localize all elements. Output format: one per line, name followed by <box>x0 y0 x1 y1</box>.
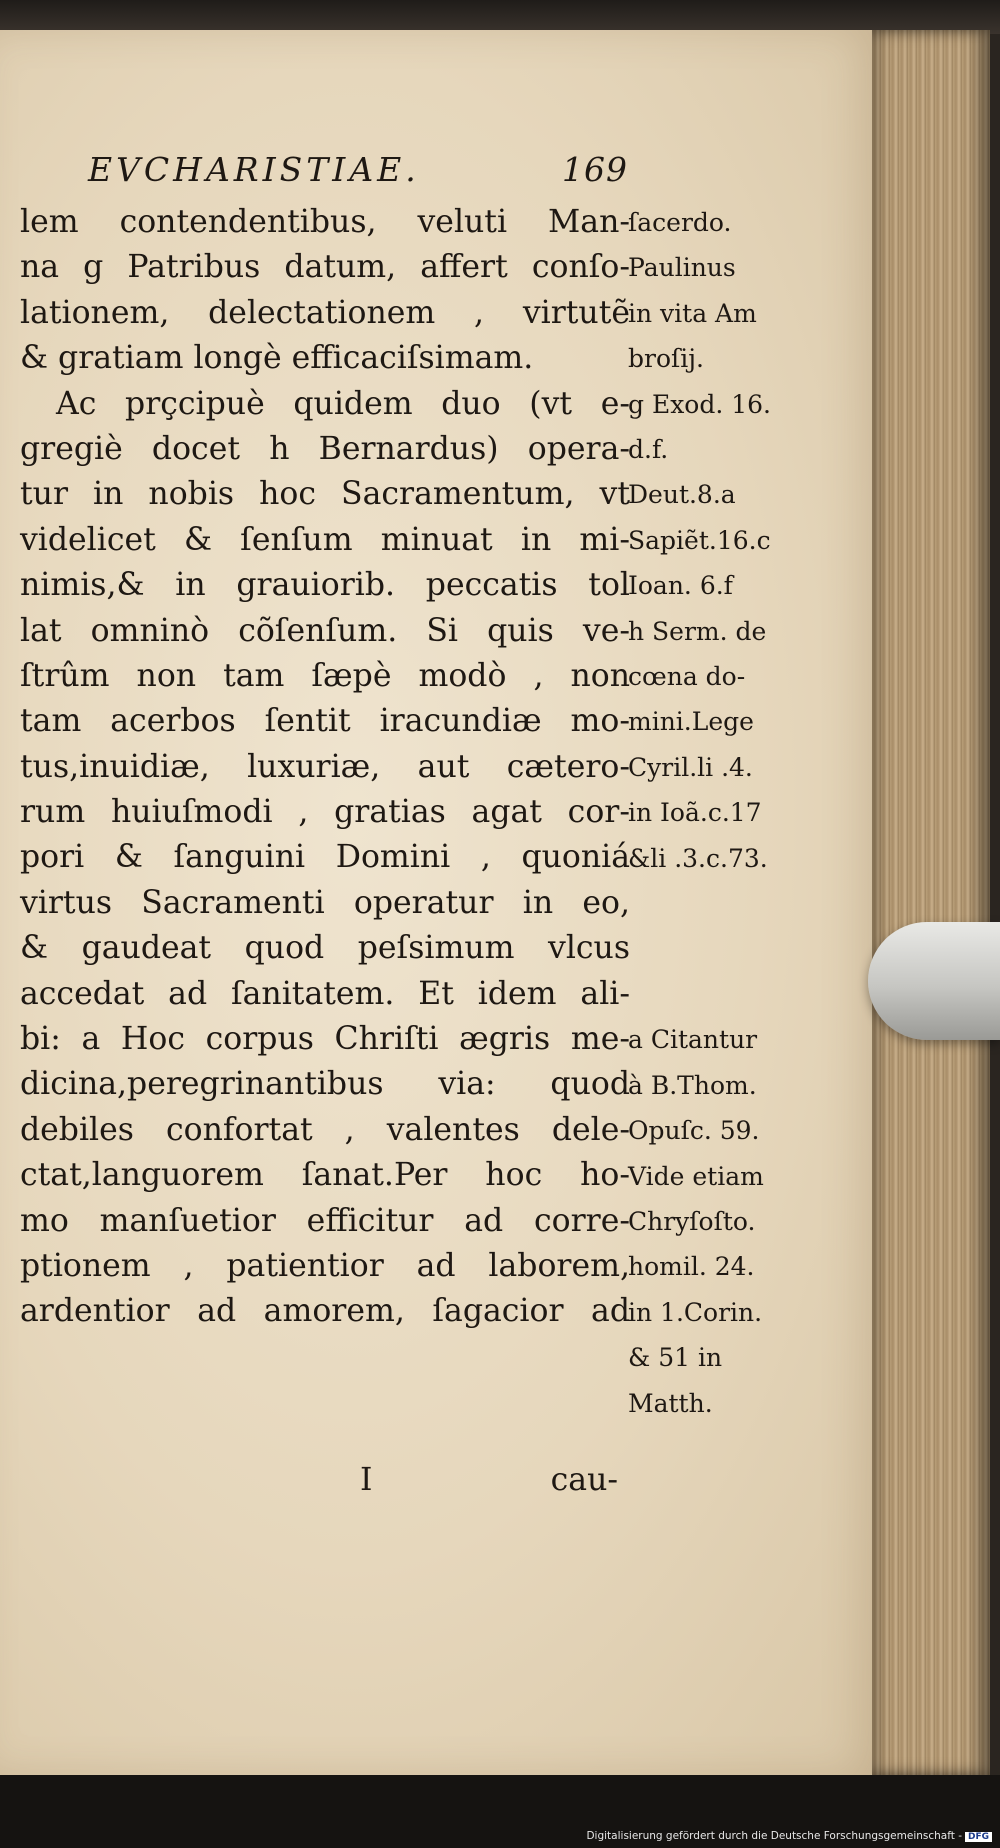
margin-note-line: Opuſc. 59. <box>628 1116 760 1146</box>
text-line: & gratiam longè efficaciſsimam. <box>20 340 534 377</box>
scan-top-border <box>0 0 1000 34</box>
page-clip <box>868 922 1000 1040</box>
margin-note-line: Sapiẽt.16.c <box>628 525 771 555</box>
main-text-block <box>20 200 630 1335</box>
credit-text: Digitalisierung gefördert durch die Deutsche Forschungsgemeinschaft - <box>586 1830 962 1842</box>
text-line: pori & ſanguini Domini , quoniá <box>20 839 630 876</box>
margin-note-line: in vita Am <box>628 298 757 328</box>
digitization-credit <box>586 1830 992 1842</box>
text-line: debiles confortat , valentes dele- <box>20 1111 630 1148</box>
margin-note-line: broſij. <box>628 344 704 374</box>
running-title: EVCHARISTIAE. <box>88 150 420 189</box>
margin-note-line: h Serm. de <box>628 616 767 646</box>
margin-note-line: a Citantur <box>628 1025 758 1055</box>
margin-note-line: Ioan. 6.f <box>628 571 733 601</box>
text-line: videlicet & ſenſum minuat in mi- <box>20 521 630 558</box>
text-line: tur in nobis hoc Sacramentum, vt <box>20 476 630 513</box>
text-line: lat omninò cõſenſum. Si quis ve- <box>20 612 630 649</box>
page-footer <box>20 1462 630 1508</box>
text-line: gregiè docet h Bernardus) opera- <box>20 430 630 467</box>
margin-note-line: mini.Lege <box>628 707 754 737</box>
text-line: tus,inuidiæ, luxuriæ, aut cætero- <box>20 748 630 785</box>
page-edges <box>872 30 990 1775</box>
text-line: mo manſuetior efficitur ad corre- <box>20 1202 630 1239</box>
margin-note-line <box>628 927 806 972</box>
text-line: virtus Sacramenti operatur in eo, <box>20 884 630 921</box>
margin-note-line: in 1.Corin. <box>628 1297 763 1327</box>
text-line: ctat,languorem ſanat.Per hoc ho- <box>20 1157 630 1194</box>
margin-note-line: à B.Thom. <box>628 1070 757 1100</box>
margin-note-line: Cyril.li .4. <box>628 752 753 782</box>
text-line: nimis,& in grauiorib. peccatis tol <box>20 567 630 604</box>
margin-note-line: cœna do- <box>628 662 746 692</box>
margin-note-line: in Ioã.c.17 <box>628 798 762 828</box>
text-line: ardentior ad amorem, ſagacior ad <box>20 1293 630 1330</box>
margin-note-line <box>628 972 806 1017</box>
text-line: tam acerbos ſentit iracundiæ mo- <box>20 703 630 740</box>
page-number: 169 <box>562 150 628 189</box>
margin-note-line: Vide etiam <box>628 1161 764 1191</box>
margin-note-line: & 51 in <box>628 1343 723 1373</box>
dfg-logo: DFG <box>965 1832 992 1842</box>
margin-note-line: g Exod. 16. <box>628 389 772 419</box>
margin-note-line: ſacerdo. <box>628 208 732 237</box>
margin-note-line: Paulinus <box>628 253 736 283</box>
margin-note-line: Deut.8.a <box>628 480 736 510</box>
running-header <box>88 150 628 200</box>
text-line: na g Patribus datum, affert conſo- <box>20 249 630 286</box>
margin-note-line: homil. 24. <box>628 1252 755 1282</box>
margin-note-line: Matth. <box>628 1388 713 1418</box>
signature-mark: I <box>360 1462 373 1498</box>
text-line: & gaudeat quod peſsimum vlcus <box>20 930 630 967</box>
text-line: ptionem , patientior ad laborem, <box>20 1247 630 1284</box>
marginal-notes <box>628 200 806 1426</box>
text-line: bi: a Hoc corpus Chriſti ægris me- <box>20 1021 630 1058</box>
text-line: rum huiuſmodi , gratias agat cor- <box>20 794 630 831</box>
text-line: lationem, delectationem , virtutẽ <box>20 294 630 331</box>
scan-bottom-border <box>0 1775 1000 1848</box>
catchword: cau- <box>550 1462 618 1498</box>
margin-note-line: d.f. <box>628 435 669 465</box>
text-line: ſtrûm non tam ſæpè modò , non <box>20 657 630 694</box>
margin-note-line <box>628 881 806 926</box>
text-line: lem contendentibus, veluti Man- <box>20 204 630 240</box>
text-line: accedat ad ſanitatem. Et idem ali- <box>20 975 630 1012</box>
margin-note-line: &li .3.c.73. <box>628 843 768 873</box>
margin-note-line: Chryſoſto. <box>628 1206 756 1236</box>
text-line: dicina,peregrinantibus via: quod <box>20 1066 630 1103</box>
text-line: Ac prçcipuè quidem duo (vt e- <box>56 385 630 422</box>
